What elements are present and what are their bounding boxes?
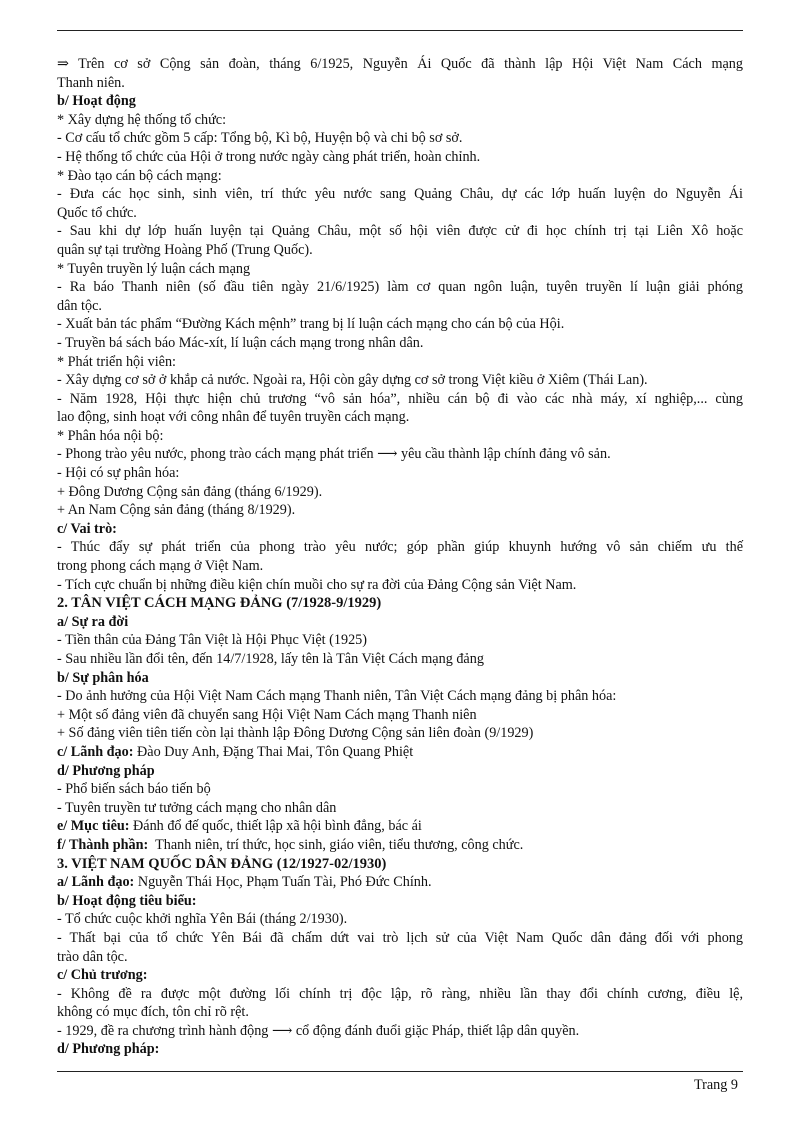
text-line: - Tuyên truyền tư tưởng cách mạng cho nhân dân — [57, 799, 337, 816]
text-line: - Tổ chức cuộc khởi nghĩa Yên Bái (tháng 2/1930). — [57, 911, 348, 928]
text-line: - Năm 1928, Hội thực hiện chủ trương “vô sản hóa”, nhiều cán bộ đi vào các nhà máy, xí nghiệp,... cùng — [57, 390, 743, 407]
subheading: b/ Sự phân hóa — [57, 669, 149, 686]
text-line: * Đào tạo cán bộ cách mạng: — [57, 167, 222, 184]
text-line: Quốc tổ chức. — [57, 204, 137, 221]
section-heading: 3. VIỆT NAM QUỐC DÂN ĐẢNG (12/1927-02/1930) — [57, 855, 387, 872]
subheading: c/ Vai trò: — [57, 520, 117, 537]
line-label: e/ Mục tiêu: — [57, 818, 130, 835]
subheading: d/ Phương pháp — [57, 762, 155, 779]
text-line: - Truyền bá sách báo Mác-xít, lí luận cách mạng trong nhân dân. — [57, 334, 424, 351]
text-line: + Số đảng viên tiên tiến còn lại thành lập Đông Dương Cộng sản liên đoàn (9/1929) — [57, 725, 534, 742]
document-body — [57, 55, 743, 1059]
text-line: trong phong cách mạng ở Việt Nam. — [57, 558, 264, 575]
text-line: - Cơ cấu tổ chức gồm 5 cấp: Tổng bộ, Kì bộ, Huyện bộ và chi bộ sơ sở. — [57, 130, 463, 147]
text-line: - Tiền thân của Đảng Tân Việt là Hội Phục Việt (1925) — [57, 632, 367, 649]
text-line: không có mục đích, tôn chỉ rõ rệt. — [57, 1004, 249, 1021]
text-line: - 1929, đề ra chương trình hành động ⟶ cổ động đánh đuổi giặc Pháp, thiết lập dân quyền. — [57, 1022, 580, 1039]
section-heading: 2. TÂN VIỆT CÁCH MẠNG ĐẢNG (7/1928-9/1929) — [57, 595, 382, 612]
text-line: - Sau nhiều lần đổi tên, đến 14/7/1928, lấy tên là Tân Việt Cách mạng đảng — [57, 651, 484, 667]
text-line: - Sau khi dự lớp huấn luyện tại Quảng Châu, một số hội viên được cử đi học chính trị tại Liên Xô hoặc — [57, 223, 743, 240]
subheading: d/ Phương pháp: — [57, 1041, 160, 1058]
text-line: - Phổ biến sách báo tiến bộ — [57, 781, 211, 798]
page-number: Trang 9 — [693, 1077, 738, 1093]
text-line — [57, 817, 743, 836]
text-line: - Phong trào yêu nước, phong trào cách mạng phát triển ⟶ yêu cầu thành lập chính đảng vô sản. — [57, 446, 611, 463]
text-line: - Ra báo Thanh niên (số đầu tiên ngày 21/6/1925) làm cơ quan ngôn luận, tuyên truyền lí luận giải phóng — [57, 279, 743, 296]
text-line: * Tuyên truyền lý luận cách mạng — [57, 260, 251, 277]
text-line: - Xây dựng cơ sở ở khắp cả nước. Ngoài ra, Hội còn gây dựng cơ sở trong Việt kiều ở Xiêm (Thái Lan). — [57, 372, 648, 389]
line-text: Nguyễn Thái Học, Phạm Tuấn Tài, Phó Đức Chính. — [134, 874, 432, 891]
text-line: - Xuất bản tác phẩm “Đường Kách mệnh” trang bị lí luận cách mạng cho cán bộ của Hội. — [57, 316, 565, 333]
text-line — [57, 873, 743, 892]
text-line: + Đông Dương Cộng sản đảng (tháng 6/1929). — [57, 483, 323, 500]
text-line: - Hội có sự phân hóa: — [57, 465, 180, 482]
line-label: c/ Lãnh đạo: — [57, 743, 134, 760]
header-rule — [57, 30, 743, 31]
text-line: - Hệ thống tổ chức của Hội ở trong nước ngày càng phát triển, hoàn chỉnh. — [57, 148, 481, 165]
line-text: Đào Duy Anh, Đặng Thai Mai, Tôn Quang Phiệt — [133, 743, 414, 760]
text-line: quân sự tại trường Hoàng Phố (Trung Quốc). — [57, 241, 313, 258]
line-label: a/ Lãnh đạo: — [57, 874, 135, 891]
text-line: ⇒ Trên cơ sở Cộng sản đoàn, tháng 6/1925, Nguyễn Ái Quốc đã thành lập Hội Việt Nam Cách mạng — [57, 56, 743, 72]
text-line: lao động, sinh hoạt với công nhân để tuyên truyền cách mạng. — [57, 409, 410, 426]
footer-rule — [57, 1071, 743, 1072]
line-text: Thanh niên, trí thức, học sinh, giáo viên, tiểu thương, công chức. — [148, 836, 524, 853]
text-line: dân tộc. — [57, 297, 102, 314]
text-line: - Tích cực chuẩn bị những điều kiện chín muồi cho sự ra đời của Đảng Cộng sản Việt Nam. — [57, 576, 577, 593]
text-line: - Thúc đẩy sự phát triển của phong trào yêu nước; góp phần giúp khuynh hướng vô sản chiếm ưu thế — [57, 539, 743, 556]
text-line: + An Nam Cộng sản đảng (tháng 8/1929). — [57, 502, 296, 519]
text-line: - Không đề ra được một đường lối chính trị độc lập, rõ ràng, nhiều lần thay đổi chính cương, điều lệ, — [57, 985, 743, 1002]
text-line: - Thất bại của tổ chức Yên Bái đã chấm dứt vai trò lịch sử của Việt Nam Quốc dân đảng đối với phong — [57, 929, 743, 946]
subheading: c/ Chủ trương: — [57, 967, 148, 984]
subheading: a/ Sự ra đời — [57, 613, 129, 630]
text-line: - Đưa các học sinh, sinh viên, trí thức yêu nước sang Quảng Châu, dự các lớp huấn luyện do Nguyễn Ái — [57, 186, 743, 203]
text-line: trào dân tộc. — [57, 948, 128, 965]
text-line: * Phát triển hội viên: — [57, 353, 177, 370]
text-line: + Một số đảng viên đã chuyển sang Hội Việt Nam Cách mạng Thanh niên — [57, 706, 477, 723]
text-line: * Phân hóa nội bộ: — [57, 427, 164, 444]
text-line: * Xây dựng hệ thống tổ chức: — [57, 111, 227, 128]
subheading: b/ Hoạt động — [57, 93, 136, 110]
subheading: b/ Hoạt động tiêu biểu: — [57, 892, 197, 909]
text-line — [57, 743, 743, 762]
text-line: - Do ảnh hưởng của Hội Việt Nam Cách mạng Thanh niên, Tân Việt Cách mạng đảng bị phân hóa: — [57, 688, 617, 705]
text-line: Thanh niên. — [57, 74, 125, 91]
line-label: f/ Thành phần: — [57, 836, 149, 853]
line-text: Đánh đổ đế quốc, thiết lập xã hội bình đẳng, bác ái — [129, 818, 422, 835]
text-line — [57, 836, 743, 855]
